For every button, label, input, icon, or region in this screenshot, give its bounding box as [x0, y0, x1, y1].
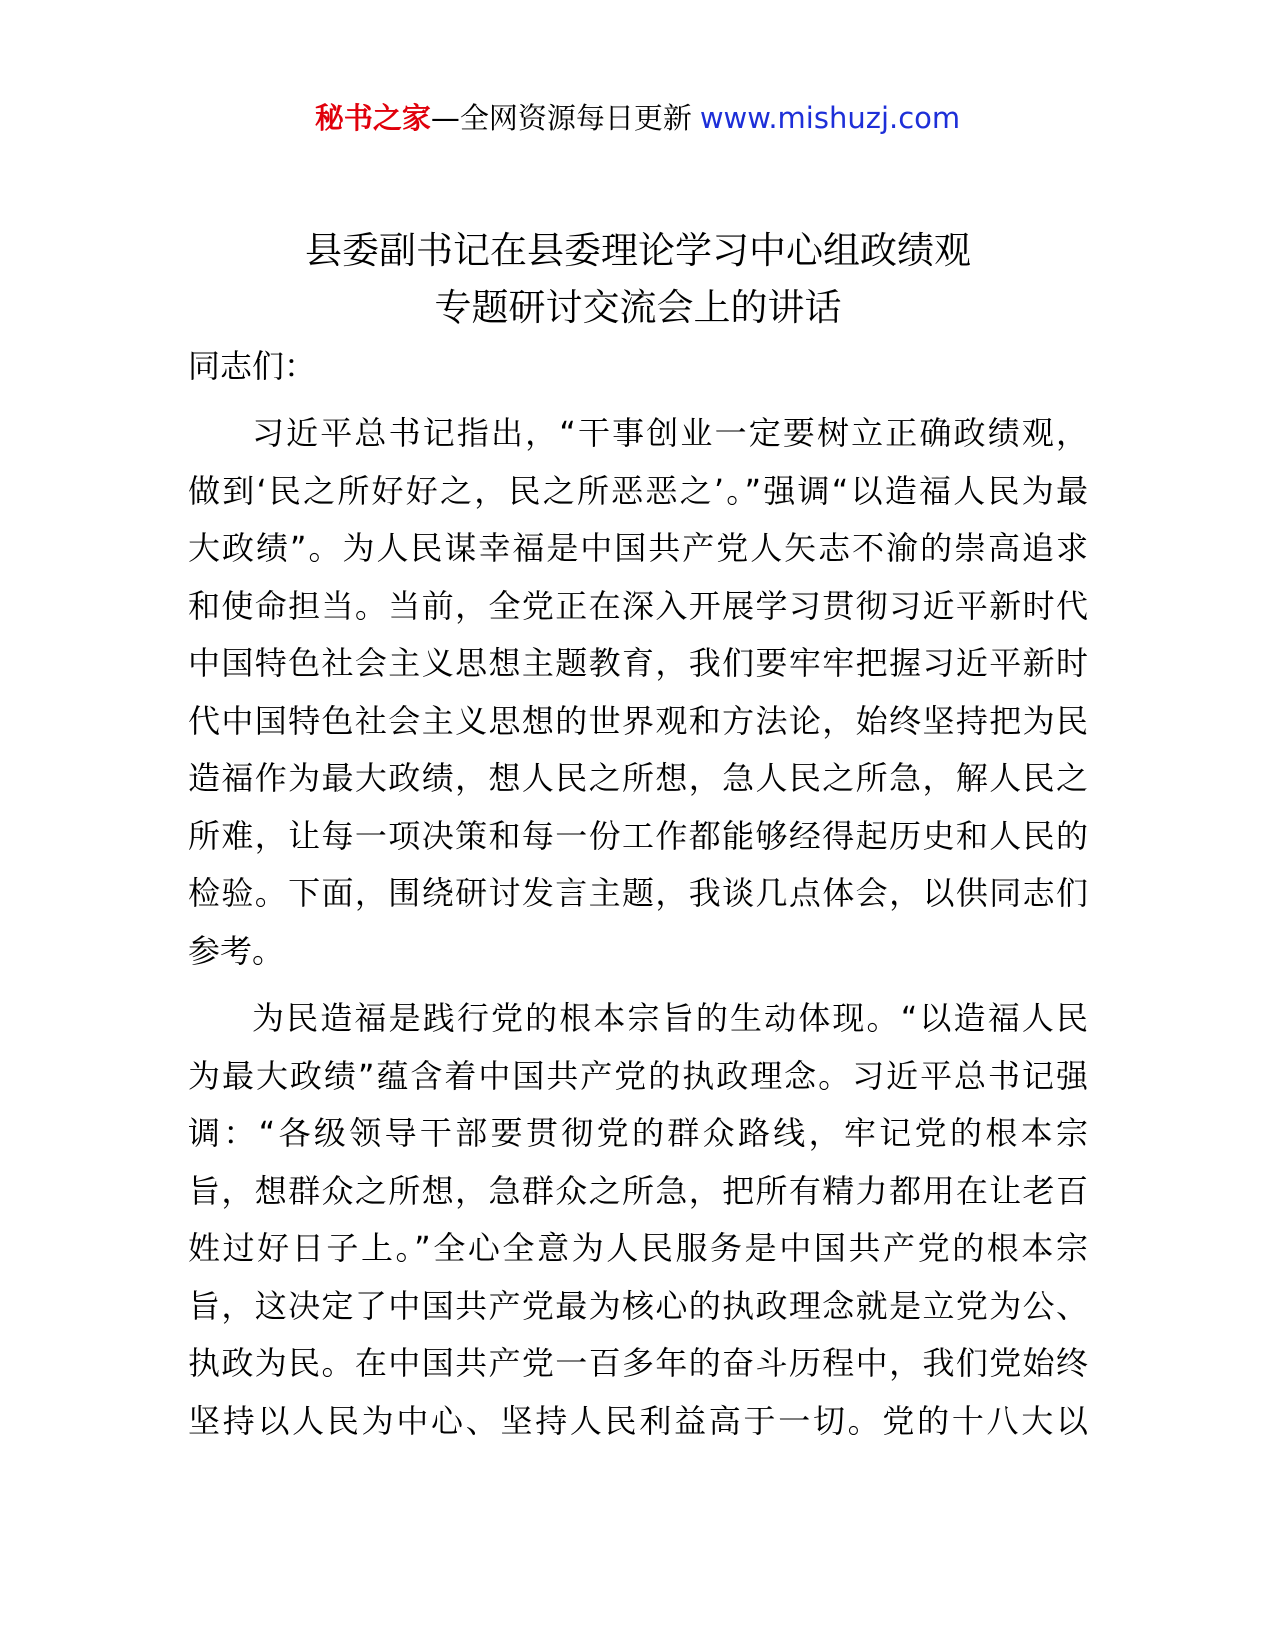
text-line: 造福作为最大政绩，想人民之所想，急人民之所急，解人民之 [188, 759, 1088, 797]
text-line: 调：“各级领导干部要贯彻党的群众路线，牢记党的根本宗 [188, 1114, 1088, 1152]
site-name: 秘书之家 [314, 101, 431, 135]
text-line: 参考。 [188, 931, 285, 970]
site-url-link[interactable]: www.mishuzj.com [699, 101, 961, 135]
text-line: 中国特色社会主义思想主题教育，我们要牢牢把握习近平新时 [188, 644, 1088, 682]
title-line: 县委副书记在县委理论学习中心组政绩观 [305, 229, 971, 272]
document-title [188, 222, 1088, 336]
text-line: 检验。下面，围绕研讨发言主题，我谈几点体会，以供同志们 [188, 874, 1088, 912]
header-tagline: —全网资源每日更新 [430, 101, 692, 135]
text-line: 所难，让每一项决策和每一份工作都能够经得起历史和人民的 [188, 816, 1088, 855]
title-line: 专题研讨交流会上的讲话 [434, 286, 842, 329]
text-line: 执政为民。在中国共产党一百多年的奋斗历程中，我们党始终 [188, 1344, 1088, 1382]
paragraph-2 [188, 990, 1088, 1450]
text-line: 旨，想群众之所想，急群众之所急，把所有精力都用在让老百 [188, 1171, 1088, 1210]
text-line: 旨，这决定了中国共产党最为核心的执政理念就是立党为公、 [188, 1286, 1088, 1325]
text-line: 代中国特色社会主义思想的世界观和方法论，始终坚持把为民 [188, 701, 1088, 740]
text-line: 和使命担当。当前，全党正在深入开展学习贯彻习近平新时代 [188, 586, 1088, 625]
text-line: 姓过好日子上。”全心全意为人民服务是中国共产党的根本宗 [188, 1229, 1088, 1267]
text-line: 习近平总书记指出，“干事创业一定要树立正确政绩观， [252, 414, 1088, 452]
text-line: 为民造福是践行党的根本宗旨的生动体现。“以造福人民 [252, 999, 1088, 1037]
text-line: 做到‘民之所好好之，民之所恶恶之’。”强调“以造福人民为最 [188, 471, 1088, 510]
page-header [0, 98, 1275, 138]
text-line: 坚持以人民为中心、坚持人民利益高于一切。党的十八大以 [188, 1401, 1088, 1440]
text-line: 大政绩”。为人民谋幸福是中国共产党人矢志不渝的崇高追求 [188, 529, 1088, 567]
document-body [188, 338, 1088, 1460]
text-line: 为最大政绩”蕴含着中国共产党的执政理念。习近平总书记强 [188, 1056, 1088, 1095]
salutation: 同志们： [188, 347, 317, 385]
paragraph-1 [188, 405, 1088, 980]
